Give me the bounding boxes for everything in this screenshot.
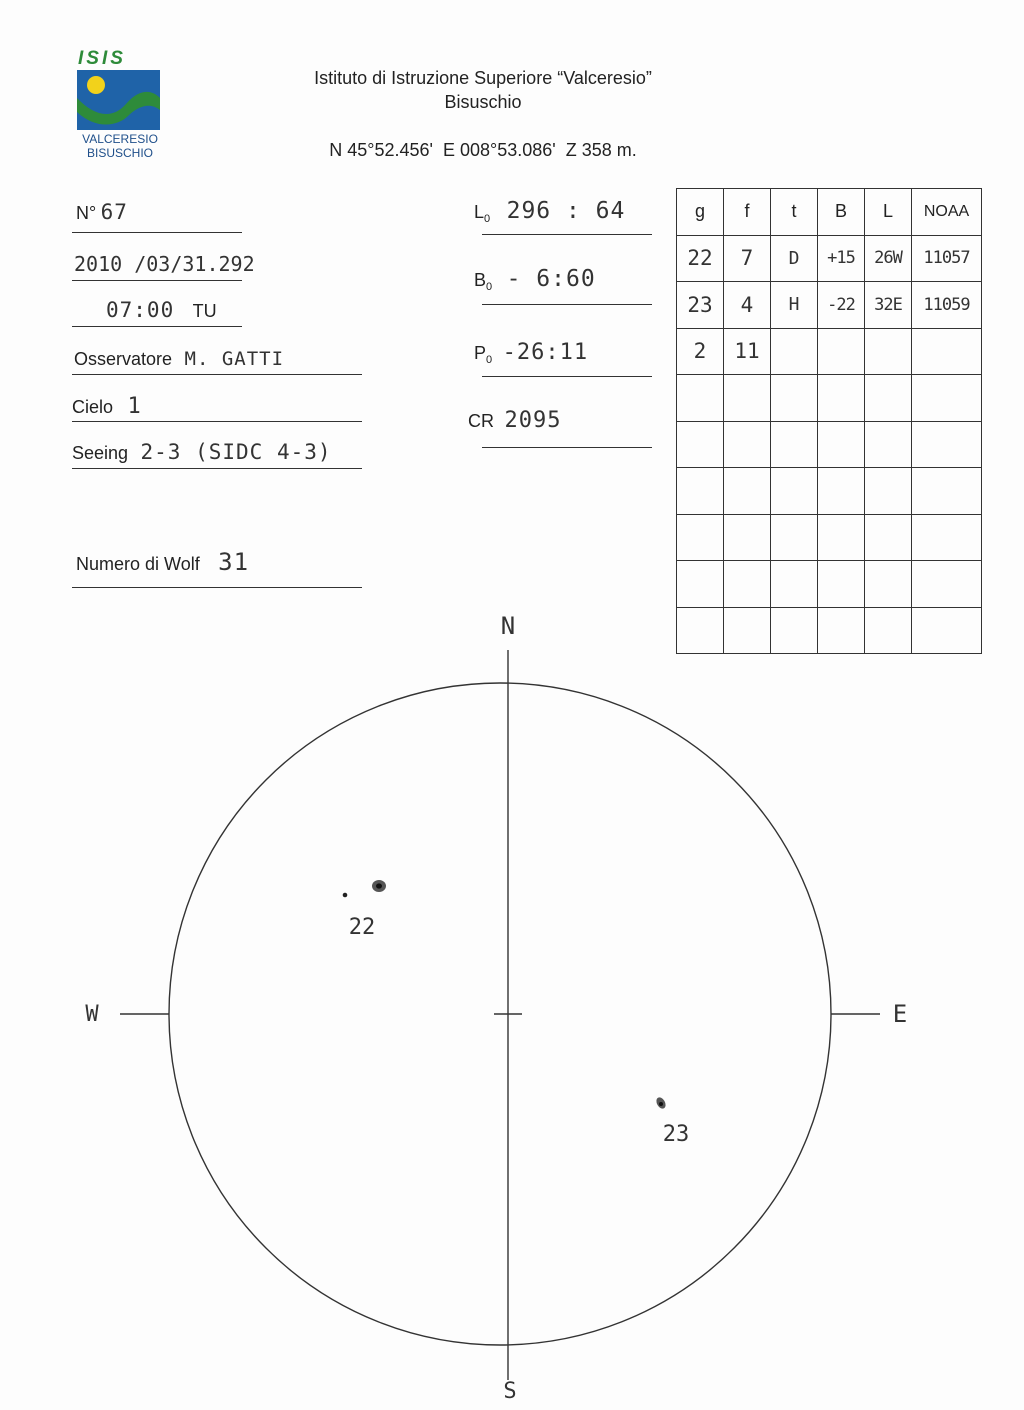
cell-g: 23 (677, 282, 724, 329)
wolf-field (76, 548, 249, 576)
time-underline (72, 326, 242, 327)
table-row (677, 328, 982, 375)
cell-t (771, 328, 818, 375)
time-unit: TU (192, 301, 217, 321)
header-f: f (724, 189, 771, 236)
observer-label: Osservatore (74, 349, 173, 369)
cell-g: 2 (677, 328, 724, 375)
logo-line2: BISUSCHIO (86, 146, 154, 160)
north-label: N (500, 612, 516, 640)
B0-label: B (474, 270, 487, 290)
observer-field (74, 348, 284, 370)
date-value: 2010 /03/31.292 (74, 252, 255, 276)
P0-field (474, 340, 588, 366)
header-t: t (771, 189, 818, 236)
sky-field (72, 394, 142, 419)
number-field (76, 200, 128, 224)
header-noaa: NOAA (912, 189, 982, 236)
solar-disk-drawing (0, 600, 1024, 1410)
CR-label: CR (468, 411, 494, 431)
seeing-field (72, 440, 332, 464)
time-value: 07:00 (106, 298, 175, 322)
logo-graphic (74, 46, 166, 164)
institute-name: Istituto di Istruzione Superiore “Valceresio” (314, 68, 652, 88)
cell-noaa: 11057 (912, 235, 982, 282)
P0-label: P (474, 343, 487, 363)
B0-value: - 6:60 (506, 266, 596, 292)
CR-field (468, 408, 561, 433)
header-g: g (677, 189, 724, 236)
wolf-underline (72, 587, 362, 588)
seeing-underline (72, 468, 362, 469)
seeing-label: Seeing (72, 443, 129, 463)
P0-value: -26:11 (502, 340, 589, 365)
number-value: 67 (100, 200, 128, 224)
table-row (677, 282, 982, 329)
P0-sub: 0 (486, 354, 493, 366)
sunspot-umbra (659, 1102, 663, 1106)
wolf-value: 31 (218, 548, 250, 576)
cell-B: +15 (818, 235, 865, 282)
L0-label: L (474, 202, 485, 222)
L0-value: 296 : 64 (506, 198, 626, 224)
L0-field (474, 198, 625, 225)
observer-underline (72, 374, 362, 375)
header-L: L (865, 189, 912, 236)
CR-value: 2095 (504, 408, 562, 433)
west-label: W (85, 1002, 99, 1027)
table-row (677, 468, 982, 515)
L0-sub: 0 (484, 213, 491, 225)
header-B: B (818, 189, 865, 236)
cell-L: 26W (865, 235, 912, 282)
south-label: S (503, 1379, 517, 1404)
table-row (677, 514, 982, 561)
cell-L (865, 328, 912, 375)
seeing-value: 2-3 (SIDC 4-3) (140, 440, 332, 464)
cell-B: -22 (818, 282, 865, 329)
table-header-row (677, 189, 982, 236)
cell-t: D (771, 235, 818, 282)
table-row (677, 235, 982, 282)
cell-f: 7 (724, 235, 771, 282)
sky-value: 1 (127, 394, 142, 419)
sunspot (343, 893, 348, 898)
sky-label: Cielo (72, 397, 114, 417)
group-23-label: 23 (662, 1122, 690, 1147)
observer-value: M. GATTI (184, 348, 285, 370)
P0-underline (482, 376, 652, 377)
date-underline (72, 280, 242, 281)
CR-underline (482, 447, 652, 448)
cell-noaa (912, 328, 982, 375)
logo-line1: VALCERESIO (82, 132, 158, 146)
wolf-label: Numero di Wolf (76, 554, 200, 574)
site-coordinates: N 45°52.456' E 008°53.086' Z 358 m. (329, 140, 637, 160)
cell-L: 32E (865, 282, 912, 329)
B0-field (474, 266, 596, 293)
sunspot-table (676, 188, 982, 654)
number-label: N° (76, 203, 97, 223)
number-underline (72, 232, 242, 233)
B0-underline (482, 304, 652, 305)
L0-underline (482, 234, 652, 235)
cell-B (818, 328, 865, 375)
table-row (677, 375, 982, 422)
cell-t: H (771, 282, 818, 329)
B0-sub: 0 (486, 281, 493, 293)
cell-g: 22 (677, 235, 724, 282)
cell-f: 4 (724, 282, 771, 329)
school-logo (74, 46, 166, 164)
logo-wordmark: ISIS (78, 48, 126, 69)
time-field (106, 298, 217, 322)
group-22-label: 22 (348, 915, 376, 940)
cell-noaa: 11059 (912, 282, 982, 329)
cell-f: 11 (724, 328, 771, 375)
table-row (677, 421, 982, 468)
sky-underline (72, 421, 362, 422)
east-label: E (892, 1000, 908, 1028)
sunspot-umbra (376, 883, 382, 888)
institute-town: Bisuschio (444, 92, 522, 112)
